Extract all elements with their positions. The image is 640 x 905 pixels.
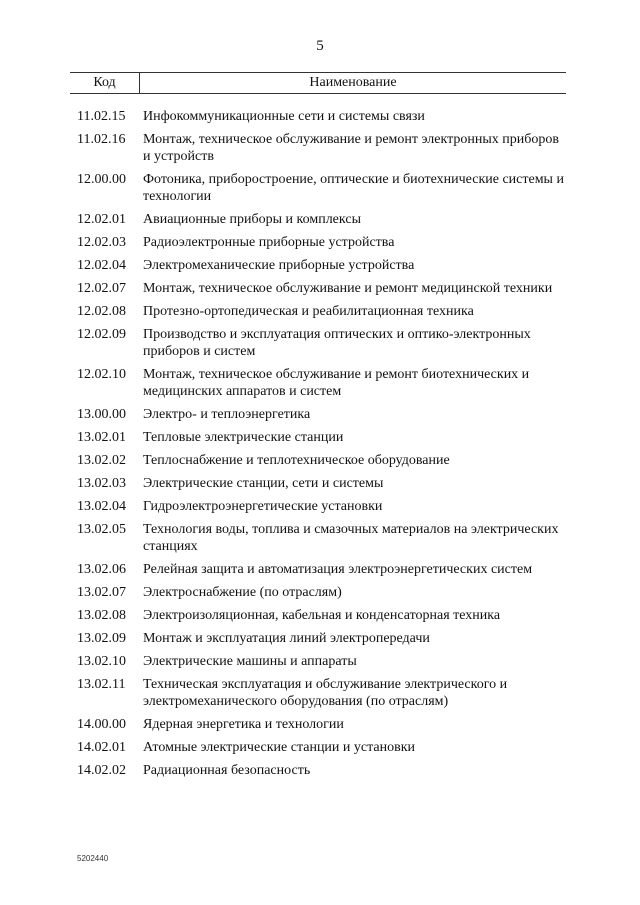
row-name: Гидроэлектроэнергетические установки [143, 499, 383, 514]
row-name: Монтаж, техническое обслуживание и ремонт биотехнических и медицинских аппаратов и систем [143, 367, 530, 399]
row-name: Производство и эксплуатация оптических и оптико-электронных приборов и систем [143, 327, 531, 359]
row-code: 14.02.01 [77, 740, 126, 755]
row-code: 11.02.15 [77, 109, 126, 124]
row-code: 13.00.00 [77, 407, 126, 422]
document-code: 5202440 [77, 854, 109, 863]
column-header-name: Наименование [309, 75, 397, 90]
row-code: 12.02.01 [77, 212, 126, 227]
table-row [77, 584, 567, 601]
row-name: Электроснабжение (по отраслям) [143, 585, 342, 600]
table-row [77, 257, 567, 274]
row-code: 14.00.00 [77, 717, 126, 732]
table-row [77, 653, 567, 670]
table-body [77, 108, 567, 785]
row-name: Ядерная энергетика и технологии [143, 717, 344, 732]
row-code: 12.02.10 [77, 367, 126, 382]
table-row [77, 234, 567, 251]
row-code: 12.00.00 [77, 172, 126, 187]
row-name: Электрические машины и аппараты [143, 654, 357, 669]
row-name: Монтаж, техническое обслуживание и ремонт электронных приборов и устройств [143, 132, 559, 164]
row-name: Фотоника, приборостроение, оптические и биотехнические системы и технологии [143, 172, 564, 204]
table-row [77, 607, 567, 624]
table-row [77, 521, 567, 555]
row-code: 13.02.03 [77, 476, 126, 491]
row-name: Авиационные приборы и комплексы [143, 212, 361, 227]
table-row [77, 429, 567, 446]
row-name: Радиоэлектронные приборные устройства [143, 235, 395, 250]
table-row [77, 676, 567, 710]
row-code: 13.02.09 [77, 631, 126, 646]
column-header-code: Код [93, 75, 116, 90]
table-row [77, 475, 567, 492]
table-row [77, 171, 567, 205]
row-name: Электромеханические приборные устройства [143, 258, 415, 273]
table-row [77, 406, 567, 423]
row-code: 13.02.10 [77, 654, 126, 669]
table-row [77, 739, 567, 756]
row-code: 13.02.02 [77, 453, 126, 468]
row-code: 12.02.04 [77, 258, 126, 273]
table-row [77, 108, 567, 125]
row-name: Атомные электрические станции и установки [143, 740, 416, 755]
table-row [77, 303, 567, 320]
row-code: 12.02.03 [77, 235, 126, 250]
row-code: 11.02.16 [77, 132, 126, 147]
row-code: 13.02.07 [77, 585, 126, 600]
row-name: Технология воды, топлива и смазочных материалов на электрических станциях [143, 522, 559, 554]
table-header [70, 72, 566, 94]
table-row [77, 326, 567, 360]
row-code: 13.02.05 [77, 522, 126, 537]
table-row [77, 630, 567, 647]
row-code: 12.02.09 [77, 327, 126, 342]
row-name: Инфокоммуникационные сети и системы связи [143, 109, 425, 124]
row-name: Монтаж и эксплуатация линий электропередачи [143, 631, 430, 646]
row-name: Радиационная безопасность [143, 763, 311, 778]
row-code: 12.02.08 [77, 304, 126, 319]
row-code: 13.02.11 [77, 677, 126, 692]
row-code: 14.02.02 [77, 763, 126, 778]
row-code: 13.02.06 [77, 562, 126, 577]
row-name: Техническая эксплуатация и обслуживание электрического и электромеханического оборудования (по отраслям) [143, 677, 508, 709]
table-row [77, 280, 567, 297]
row-code: 13.02.08 [77, 608, 126, 623]
row-name: Теплоснабжение и теплотехническое оборудование [143, 453, 450, 468]
table-row [77, 366, 567, 400]
page-number: 5 [316, 38, 324, 54]
table-row [77, 561, 567, 578]
row-name: Монтаж, техническое обслуживание и ремонт медицинской техники [143, 281, 553, 296]
row-name: Тепловые электрические станции [143, 430, 344, 445]
table-row [77, 716, 567, 733]
table-row [77, 211, 567, 228]
row-code: 12.02.07 [77, 281, 126, 296]
row-name: Релейная защита и автоматизация электроэнергетических систем [143, 562, 533, 577]
row-code: 13.02.01 [77, 430, 126, 445]
table-row [77, 762, 567, 779]
row-name: Электрические станции, сети и системы [143, 476, 384, 491]
row-code: 13.02.04 [77, 499, 126, 514]
table-row [77, 498, 567, 515]
row-name: Электроизоляционная, кабельная и конденсаторная техника [143, 608, 501, 623]
table-row [77, 131, 567, 165]
row-name: Протезно-ортопедическая и реабилитационная техника [143, 304, 474, 319]
table-row [77, 452, 567, 469]
row-name: Электро- и теплоэнергетика [143, 407, 311, 422]
